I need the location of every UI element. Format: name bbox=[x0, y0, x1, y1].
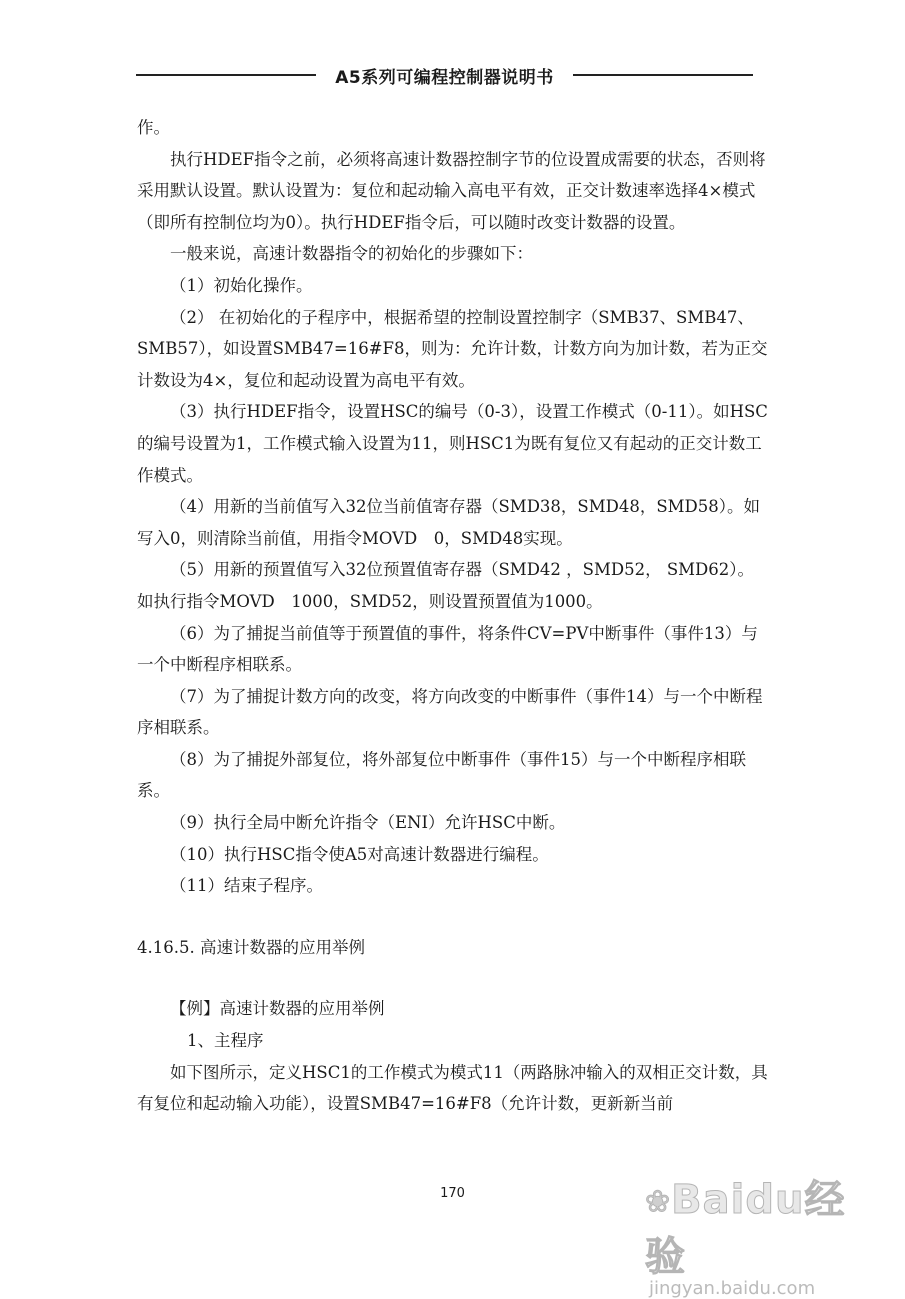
watermark-logo bbox=[645, 1168, 885, 1282]
paw-icon: ❀ bbox=[645, 1184, 672, 1220]
step-item: （8）为了捕捉外部复位，将外部复位中断事件（事件15）与一个中断程序相联系。 bbox=[137, 749, 746, 801]
step-item: （2） 在初始化的子程序中，根据希望的控制设置控制字（SMB37、SMB47、SMB57），如设置SMB47=16#F8，则为：允许计数，计数方向为加计数，若为正交计数设为4×，复位和起动设置为高电平有效。 bbox=[137, 307, 768, 390]
header-rule-right bbox=[573, 74, 753, 76]
step-item: （3）执行HDEF指令，设置HSC的编号（0-3），设置工作模式（0-11）。如HSC的编号设置为1，工作模式输入设置为11，则HSC1为既有复位又有起动的正交计数工作模式。 bbox=[137, 402, 768, 485]
step-item: （5）用新的预置值写入32位预置值寄存器（SMD42 ，SMD52， SMD62）。如执行指令MOVD 1000，SMD52，则设置预置值为1000。 bbox=[137, 560, 755, 611]
watermark-url: jingyan.baidu.com bbox=[649, 1278, 816, 1299]
step-item: （11）结束子程序。 bbox=[170, 876, 323, 896]
step-item: （1）初始化操作。 bbox=[170, 275, 313, 295]
paragraph: 一般来说，高速计数器指令的初始化的步骤如下： bbox=[170, 244, 533, 264]
watermark-logo-text: Baidu经验 bbox=[645, 1177, 846, 1280]
step-item: （10）执行HSC指令使A5对高速计数器进行编程。 bbox=[170, 844, 549, 864]
baidu-watermark bbox=[645, 1168, 885, 1299]
step-item: （7）为了捕捉计数方向的改变，将方向改变的中断事件（事件14）与一个中断程序相联系。 bbox=[137, 686, 763, 738]
page-body bbox=[137, 112, 769, 1120]
example-title: 【例】高速计数器的应用举例 bbox=[170, 999, 385, 1019]
step-item: （9）执行全局中断允许指令（ENI）允许HSC中断。 bbox=[170, 813, 566, 833]
step-item: （4）用新的当前值写入32位当前值寄存器（SMD38，SMD48，SMD58）。如写入0，则清除当前值，用指令MOVD 0，SMD48实现。 bbox=[137, 497, 761, 548]
page-number: 170 bbox=[440, 1186, 465, 1201]
step-item: （6）为了捕捉当前值等于预置值的事件，将条件CV=PV中断事件（事件13）与一个中断程序相联系。 bbox=[137, 623, 758, 675]
page-header bbox=[136, 60, 753, 90]
section-heading: 4.16.5. 高速计数器的应用举例 bbox=[137, 937, 365, 957]
example-body: 如下图所示，定义HSC1的工作模式为模式11（两路脉冲输入的双相正交计数，具有复位和起动输入功能），设置SMB47=16#F8（允许计数，更新新当前 bbox=[137, 1062, 768, 1114]
paragraph: 执行HDEF指令之前，必须将高速计数器控制字节的位设置成需要的状态，否则将采用默认设置。默认设置为：复位和起动输入高电平有效，正交计数速率选择4×模式（即所有控制位均为0）。执行HDEF指令后，可以随时改变计数器的设置。 bbox=[137, 149, 766, 232]
header-title: A5系列可编程控制器说明书 bbox=[335, 68, 554, 88]
example-subtitle: 1、主程序 bbox=[187, 1031, 264, 1051]
paragraph: 作。 bbox=[137, 118, 170, 137]
